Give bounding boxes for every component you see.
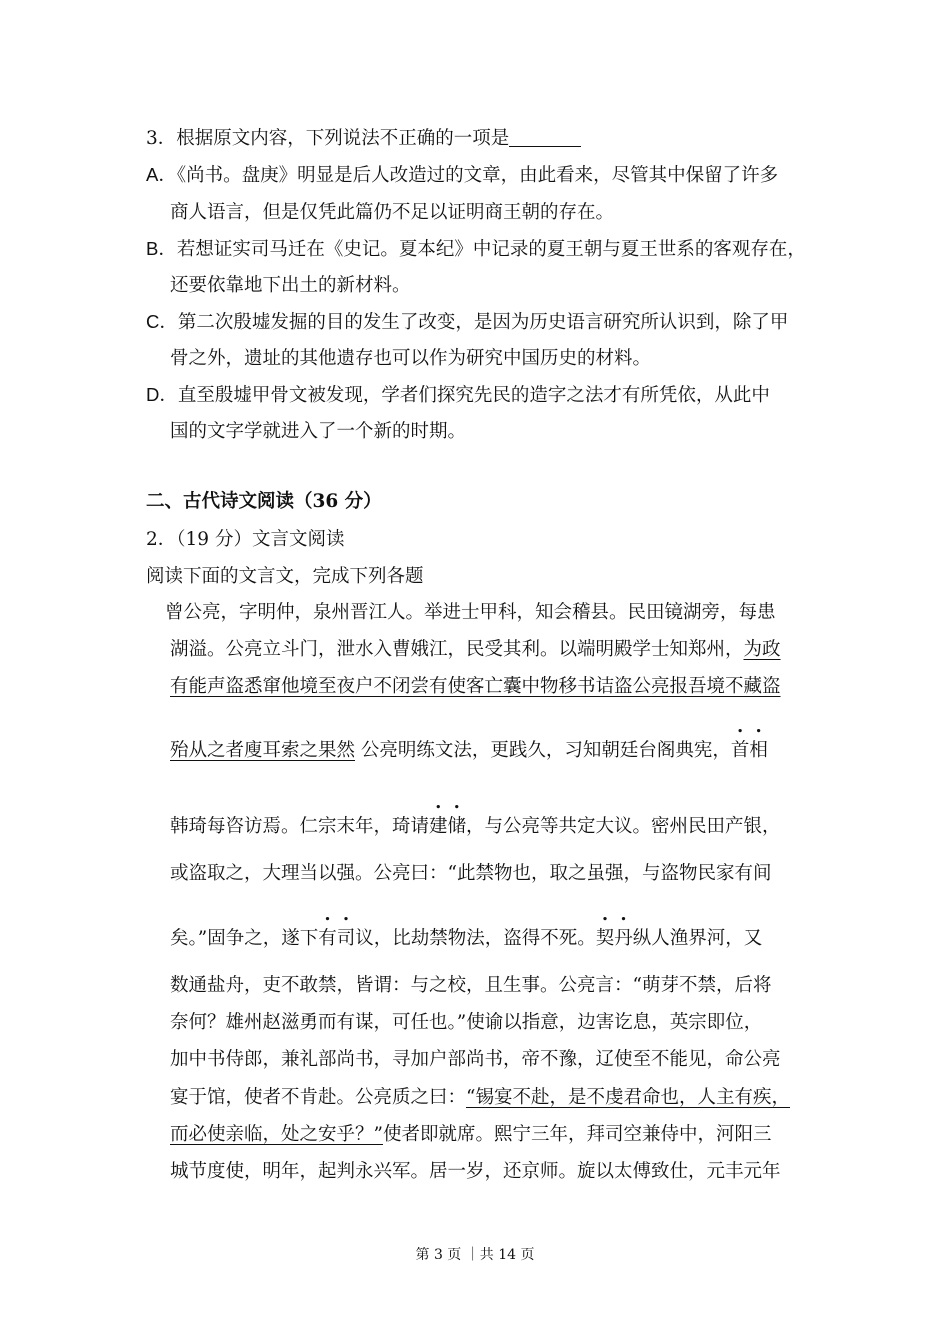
underlined-sentence: 而必使亲临，处之安乎？” (170, 1124, 383, 1145)
emphasis-dotted-char: 契 (595, 928, 615, 949)
section-heading: 二、古代诗文阅读（36 分） (146, 491, 382, 512)
passage-line-13: 城节度使，明年，起判永兴军。居一岁，还京师。旋以太傅致仕，元丰元年 (170, 1161, 781, 1182)
passage-line-8: 数通盐舟，吏不敢禁，皆谓：与之校，且生事。公亮言：“萌芽不禁，后将 (170, 975, 772, 996)
underlined-sentence: 为政 (743, 639, 781, 660)
underlined-sentence: “锡宴不赴，是不虔君命也，人主有疾， (466, 1087, 790, 1108)
passage-line-5: 韩琦每咨访焉。仁宗末年，琦请建储，与公亮等共定大议。密州民田产银， (170, 816, 781, 837)
passage-line-4: 殆从之者廋耳索之果然 公亮明练文法，更践久，习知朝廷台阁典宪，首相 (170, 740, 768, 761)
question-3-stem: 3．根据原文内容，下列说法不正确的一项是 (146, 128, 581, 149)
passage-line-1: 曾公亮，字明仲，泉州晋江人。举进士甲科，知会稽县。民田镜湖旁，每患 (165, 602, 776, 623)
emphasis-dotted-char: 首 (730, 740, 750, 761)
option-a-line2: 商人语言，但是仅凭此篇仍不足以证明商王朝的存在。 (170, 202, 615, 223)
option-b-line2: 还要依靠地下出土的新材料。 (170, 275, 411, 296)
question-2-title: 2．（19 分）文言文阅读 (146, 529, 345, 550)
option-c-line2: 骨之外，遗址的其他遗存也可以作为研究中国历史的材料。 (170, 348, 652, 369)
passage-line-7: 矣。”固争之，遂下有司议，比劫禁物法，盗得不死。契丹纵人渔界河，又 (170, 928, 763, 949)
emphasis-dotted-char: 丹 (614, 928, 633, 949)
option-c-line1: C．第二次殷墟发掘的目的发生了改变，是因为历史语言研究所认识到，除了甲 (146, 311, 789, 333)
option-d-line2: 国的文字学就进入了一个新的时期。 (170, 421, 467, 442)
emphasis-dotted-char: 司 (336, 928, 356, 949)
emphasis-dotted-char: 建 (429, 816, 448, 837)
option-d-line1: D．直至殷墟甲骨文被发现，学者们探究先民的造字之法才有所凭依，从此中 (146, 384, 770, 406)
emphasis-dotted-char: 相 (749, 740, 768, 761)
option-a-line1: A．《尚书。盘庚》明显是后人改造过的文章，由此看来，尽管其中保留了许多 (146, 164, 779, 186)
underlined-sentence: 殆从之者廋耳索之果然 (170, 740, 356, 761)
passage-line-12: 而必使亲临，处之安乎？”使者即就席。熙宁三年，拜司空兼侍中，河阳三 (170, 1124, 772, 1145)
passage-line-9: 奈何？雄州赵滋勇而有谋，可任也。”使谕以指意，边害讫息，英宗即位， (170, 1012, 763, 1033)
passage-line-2: 湖溢。公亮立斗门，泄水入曹娥江，民受其利。以端明殿学士知郑州，为政 (170, 639, 781, 660)
underlined-sentence: 有能声盗悉窜他境至夜户不闭尝有使客亡囊中物移书诘盗公亮报吾境不藏盗 (170, 676, 781, 697)
page-footer: 第 3 页 ｜共 14 页 (415, 1247, 535, 1263)
instruction-text: 阅读下面的文言文，完成下列各题 (146, 566, 424, 587)
passage-line-10: 加中书侍郎，兼礼部尚书，寻加户部尚书，帝不豫，辽使至不能见，命公亮 (170, 1049, 781, 1070)
answer-blank (509, 128, 581, 147)
option-b-line1: B．若想证实司马迁在《史记。夏本纪》中记录的夏王朝与夏王世系的客观存在， (146, 238, 806, 260)
passage-line-6: 或盗取之，大理当以强。公亮曰：“此禁物也，取之虽强，与盗物民家有间 (170, 863, 772, 884)
passage-line-3 (170, 678, 781, 697)
emphasis-dotted-char: 有 (318, 928, 337, 949)
emphasis-dotted-char: 储 (447, 816, 467, 837)
passage-line-11: 宴于馆，使者不肯赴。公亮质之曰：“锡宴不赴，是不虔君命也，人主有疾， (170, 1087, 790, 1108)
